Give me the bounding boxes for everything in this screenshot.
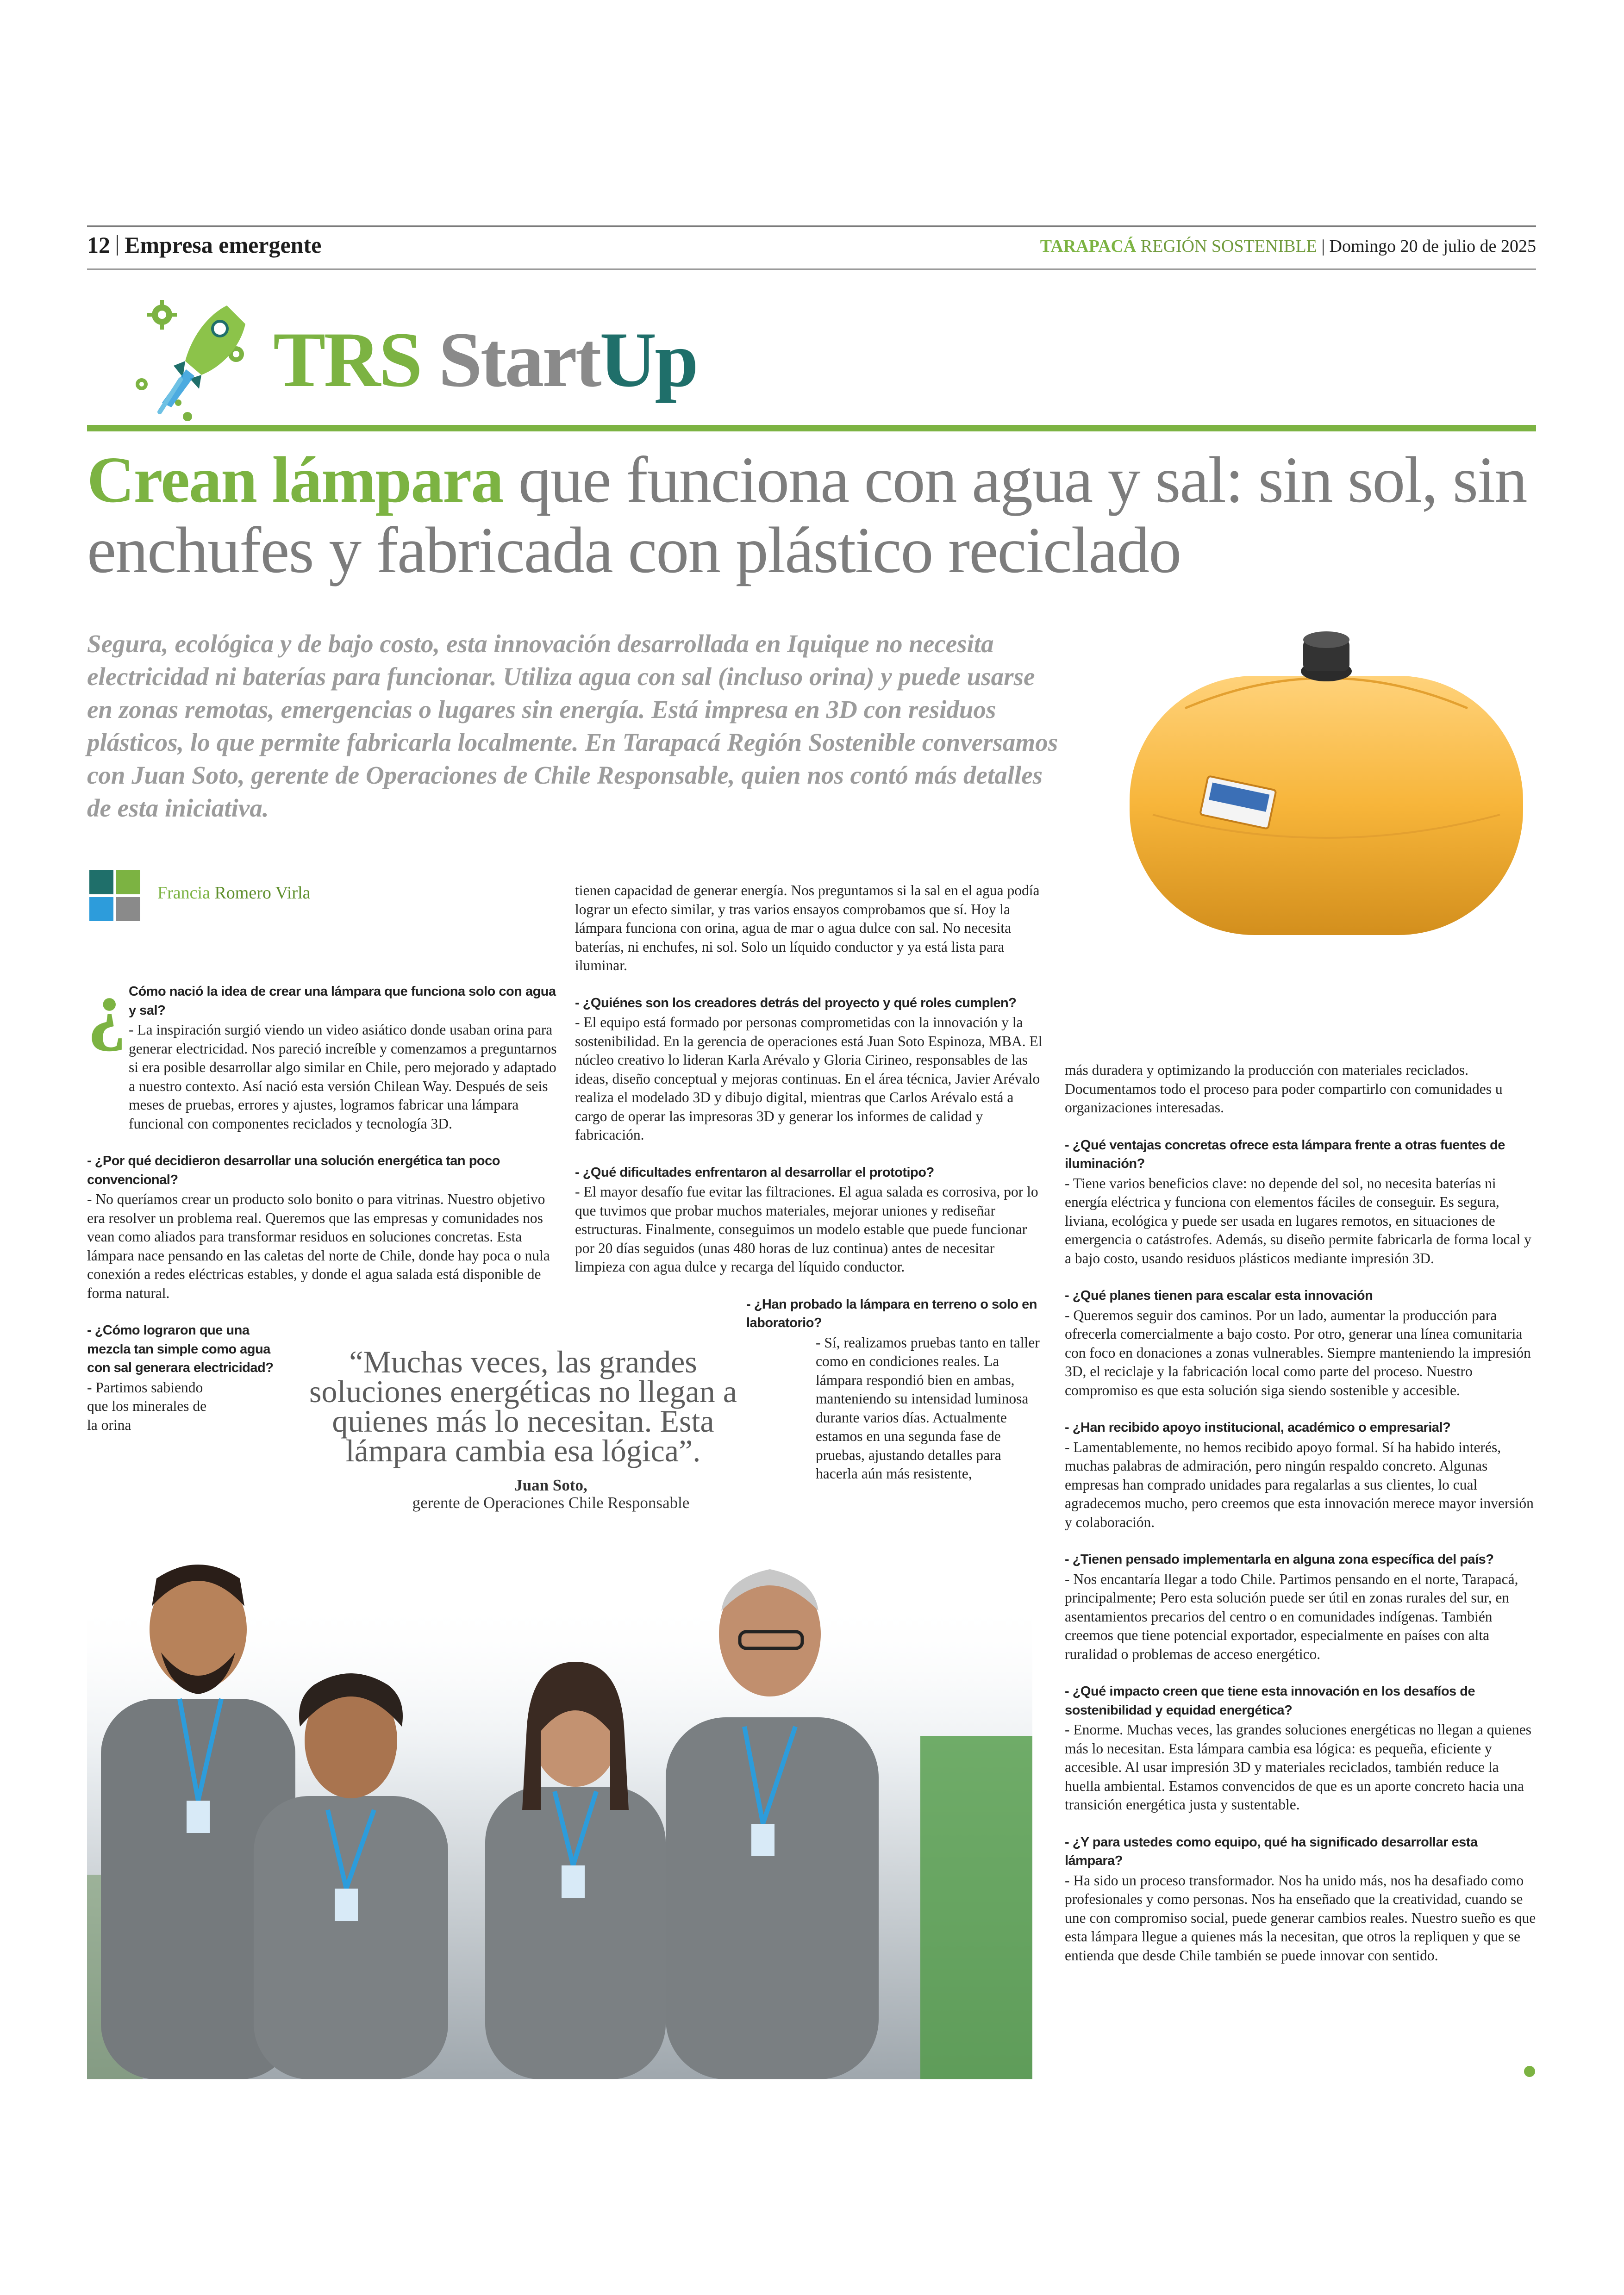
divider: |	[1321, 237, 1325, 256]
interview-answer: - Sí, realizamos pruebas tanto en taller como en condiciones reales. La lámpara respondió bien en ambas, manteniendo su intensidad luminosa durante varios días. Actualmente estamos en una segunda fase de pruebas, ajustando detalles para hacerla aún más resistente,	[816, 1334, 1040, 1482]
interview-question: Cómo nació la idea de crear una lámpara que funciona solo con agua y sal?	[129, 984, 556, 1018]
interview-question: - ¿Qué impacto creen que tiene esta innovación en los desafíos de sostenibilidad y equidad energética?	[1065, 1684, 1475, 1718]
page-number: 12	[87, 232, 110, 258]
interview-answer: - Queremos seguir dos caminos. Por un lado, aumentar la producción para ofrecerla comercialmente a bajo costo. Por otro, generar una línea comunitaria con foco en donaciones a zonas vulnerables. Siempre manteniendo la impresión 3D, el reciclaje y la fabricación local como parte del proceso. Nuestro compromiso es que esta solución siga siendo sostenible y accesible.	[1065, 1307, 1531, 1398]
interview-answer: - El equipo está formado por personas comprometidas con la innovación y la sostenibilidad. En la gerencia de operaciones está Juan Soto Espinoza, MBA. El núcleo creativo lo lideran Karla Arévalo y Gloria Cirineo, responsables de las ideas, diseño conceptual y mejoras continuas. En el área técnica, Javier Arévalo realiza el modelado 3D y dibujo digital, mientras que Carlos Arévalo está a cargo de operar las impresoras 3D y generar los informes de calidad y fabricación.	[575, 1014, 1043, 1143]
interview-answer: - La inspiración surgió viendo un video asiático donde usaban orina para generar electricidad. Nos pareció increíble y comenzamos a preguntarnos si era posible desarrollar algo similar en Chile, pero mejorado y adaptado a nuestro contexto. Así nació esta versión Chilean Way. Después de seis meses de pruebas, errores y ajustes, logramos fabricar una lámpara funcional con componentes reciclados y tecnología 3D.	[129, 1022, 557, 1132]
interview-question: - ¿Qué dificultades enfrentaron al desarrollar el prototipo?	[575, 1165, 934, 1180]
interview-question: - ¿Quiénes son los creadores detrás del proyecto y qué roles cumplen?	[575, 995, 1017, 1010]
header-bottom-rule	[87, 268, 1536, 270]
interview-question: - ¿Cómo lograron que una mezcla tan simple como agua con sal generara electricidad?	[87, 1323, 274, 1375]
interview-question: - ¿Qué planes tienen para escalar esta innovación	[1065, 1288, 1373, 1303]
interview-answer: - Enorme. Muchas veces, las grandes soluciones energéticas no llegan a quienes más lo necesitan. Esta lámpara cambia esa lógica: es pequeña, eficiente y accesible. Al usar impresión 3D y materiales reciclados, también reduce la huella ambiental. Estamos convencidos de que es un aporte concreto hacia una transición energética justa y sustentable.	[1065, 1721, 1531, 1813]
byline	[157, 883, 311, 903]
interview-answer: - No queríamos crear un producto solo bonito o para vitrinas. Nuestro objetivo era resolver un problema real. Queremos que las empresas y comunidades nos vean como aliados para transformar residuos en soluciones concretas. Esta lámpara nace pensando en las caletas del norte de Chile, donde hay poca o nula conexión a redes eléctricas estables, y donde el agua salada está disponible de forma natural.	[87, 1191, 550, 1301]
author-last-name: Romero Virla	[214, 883, 311, 903]
brand-name: TARAPACÁ	[1040, 237, 1137, 256]
article-end-dot	[1524, 2066, 1535, 2077]
drop-cap-question-mark: ¿	[87, 965, 126, 1052]
publication-info	[1040, 236, 1536, 256]
interview-answer: - Ha sido un proceso transformador. Nos ha unido más, nos ha desafiado como profesionales y como personas. Nos ha enseñado que la creatividad, cuando se une con compromiso social, puede generar cambios reales. Nuestro sueño es que esta lámpara llegue a quienes más la necesitan, que otros la repliquen y que se entienda que desde Chile también se puede innovar con sentido.	[1065, 1872, 1536, 1964]
interview-answer: - Tiene varios beneficios clave: no depende del sol, no necesita baterías ni energía eléctrica y funciona con elementos fáciles de conseguir. Es segura, liviana, ecológica y puede ser usada en lugares remotos, en situaciones de emergencia o catástrofes. Además, su diseño permite fabricarla de forma local y a bajo costo, usando residuos plásticos mediante impresión 3D.	[1065, 1175, 1531, 1266]
interview-question: - ¿Han probado la lámpara en terreno o solo en laboratorio?	[746, 1297, 1037, 1330]
interview-answer: - El mayor desafío fue evitar las filtraciones. El agua salada es corrosiva, por lo que tuvimos que probar muchos materiales, mejorar uniones y rediseñar estructuras. Finalmente, conseguimos un modelo estable que puede funcionar por 20 días seguidos (unas 480 horas de luz continua) antes de necesitar limpieza con agua dulce y recarga del líquido conductor.	[575, 1184, 1038, 1275]
quote-author-role: gerente de Operaciones Chile Responsable	[412, 1494, 690, 1512]
title-trs: TRS	[273, 316, 421, 403]
title-up: Up	[600, 316, 697, 403]
interview-answer: - Partimos sabiendo que los minerales de la orina	[87, 1379, 207, 1433]
interview-question: - ¿Por qué decidieron desarrollar una solución energética tan poco convencional?	[87, 1154, 500, 1187]
author-logo-icon	[87, 868, 147, 923]
rocket-gears-icon	[130, 296, 269, 430]
green-rule	[87, 425, 1536, 431]
interview-question: - ¿Han recibido apoyo institucional, académico o empresarial?	[1065, 1420, 1451, 1435]
headline	[87, 444, 1545, 585]
brand-subtitle: REGIÓN SOSTENIBLE	[1140, 237, 1317, 256]
top-rule	[87, 225, 1536, 227]
team-photo	[87, 1458, 1032, 2079]
title-start: Start	[438, 316, 600, 403]
interview-question: - ¿Y para ustedes como equipo, qué ha significado desarrollar esta lámpara?	[1065, 1834, 1478, 1868]
divider	[117, 235, 118, 256]
lede-paragraph: Segura, ecológica y de bajo costo, esta innovación desarrollada en Iquique no necesita electricidad ni baterías para funcionar. Utiliza agua con sal (incluso orina) y puede usarse en zonas remotas, emergencias o lugares sin energía. Está impresa en 3D con residuos plásticos, lo que permite fabricarla localmente. En Tarapacá Región Sostenible conversamos con Juan Soto, gerente de Operaciones de Chile Responsable, quien nos contó más detalles de esta iniciativa.	[87, 630, 1058, 822]
interview-answer: - Lamentablemente, no hemos recibido apoyo formal. Sí ha habido interés, muchas palabras de admiración, pero ningún respaldo concreto. Algunas empresas han comprado unidades para regalarlas a sus clientes, lo cual agradecemos mucho, pero creemos que esta innovación merece mayor inversión y colaboración.	[1065, 1439, 1534, 1530]
section-header	[87, 231, 321, 258]
pull-quote: “Muchas veces, las grandes soluciones energéticas no llegan a quienes más lo necesitan. Esta lámpara cambia esa lógica”.	[309, 1344, 737, 1468]
headline-rest: que funciona con agua y sal: sin sol, sin enchufes y fabricada con plástico reciclado	[87, 443, 1527, 586]
interview-question: - ¿Qué ventajas concretas ofrece esta lámpara frente a otras fuentes de iluminación?	[1065, 1137, 1505, 1171]
issue-date: Domingo 20 de julio de 2025	[1329, 237, 1536, 256]
article-column-3	[1065, 1060, 1536, 1965]
interview-answer: tienen capacidad de generar energía. Nos preguntamos si la sal en el agua podía lograr un efecto similar, y tras varios ensayos comprobamos que sí. Hoy la lámpara funciona con orina, agua de mar o agua dulce con sal. No necesita baterías, ni enchufes, ni sol. Solo un líquido conductor y ya está lista para iluminar.	[575, 882, 1040, 973]
interview-question: - ¿Tienen pensado implementarla en alguna zona específica del país?	[1065, 1552, 1494, 1567]
author-first-name: Francia	[157, 883, 210, 903]
headline-highlight: Crean lámpara	[87, 443, 503, 516]
interview-answer: - Nos encantaría llegar a todo Chile. Partimos pensando en el norte, Tarapacá, principalmente; Pero esta solución puede ser útil en zonas rurales del sur, en asentamientos precarios del centro o en comunidades indígenas. También creemos que tiene potencial exportador, especialmente en países con alta ruralidad o problemas de acceso energético.	[1065, 1571, 1518, 1662]
section-title	[273, 315, 697, 405]
interview-answer: más duradera y optimizando la producción con materiales reciclados. Documentamos todo el proceso para poder compartirlo con comunidades u organizaciones interesadas.	[1065, 1062, 1503, 1116]
quote-author: Juan Soto,	[514, 1476, 587, 1494]
section-name: Empresa emergente	[125, 232, 322, 258]
lamp-image	[1111, 620, 1542, 981]
